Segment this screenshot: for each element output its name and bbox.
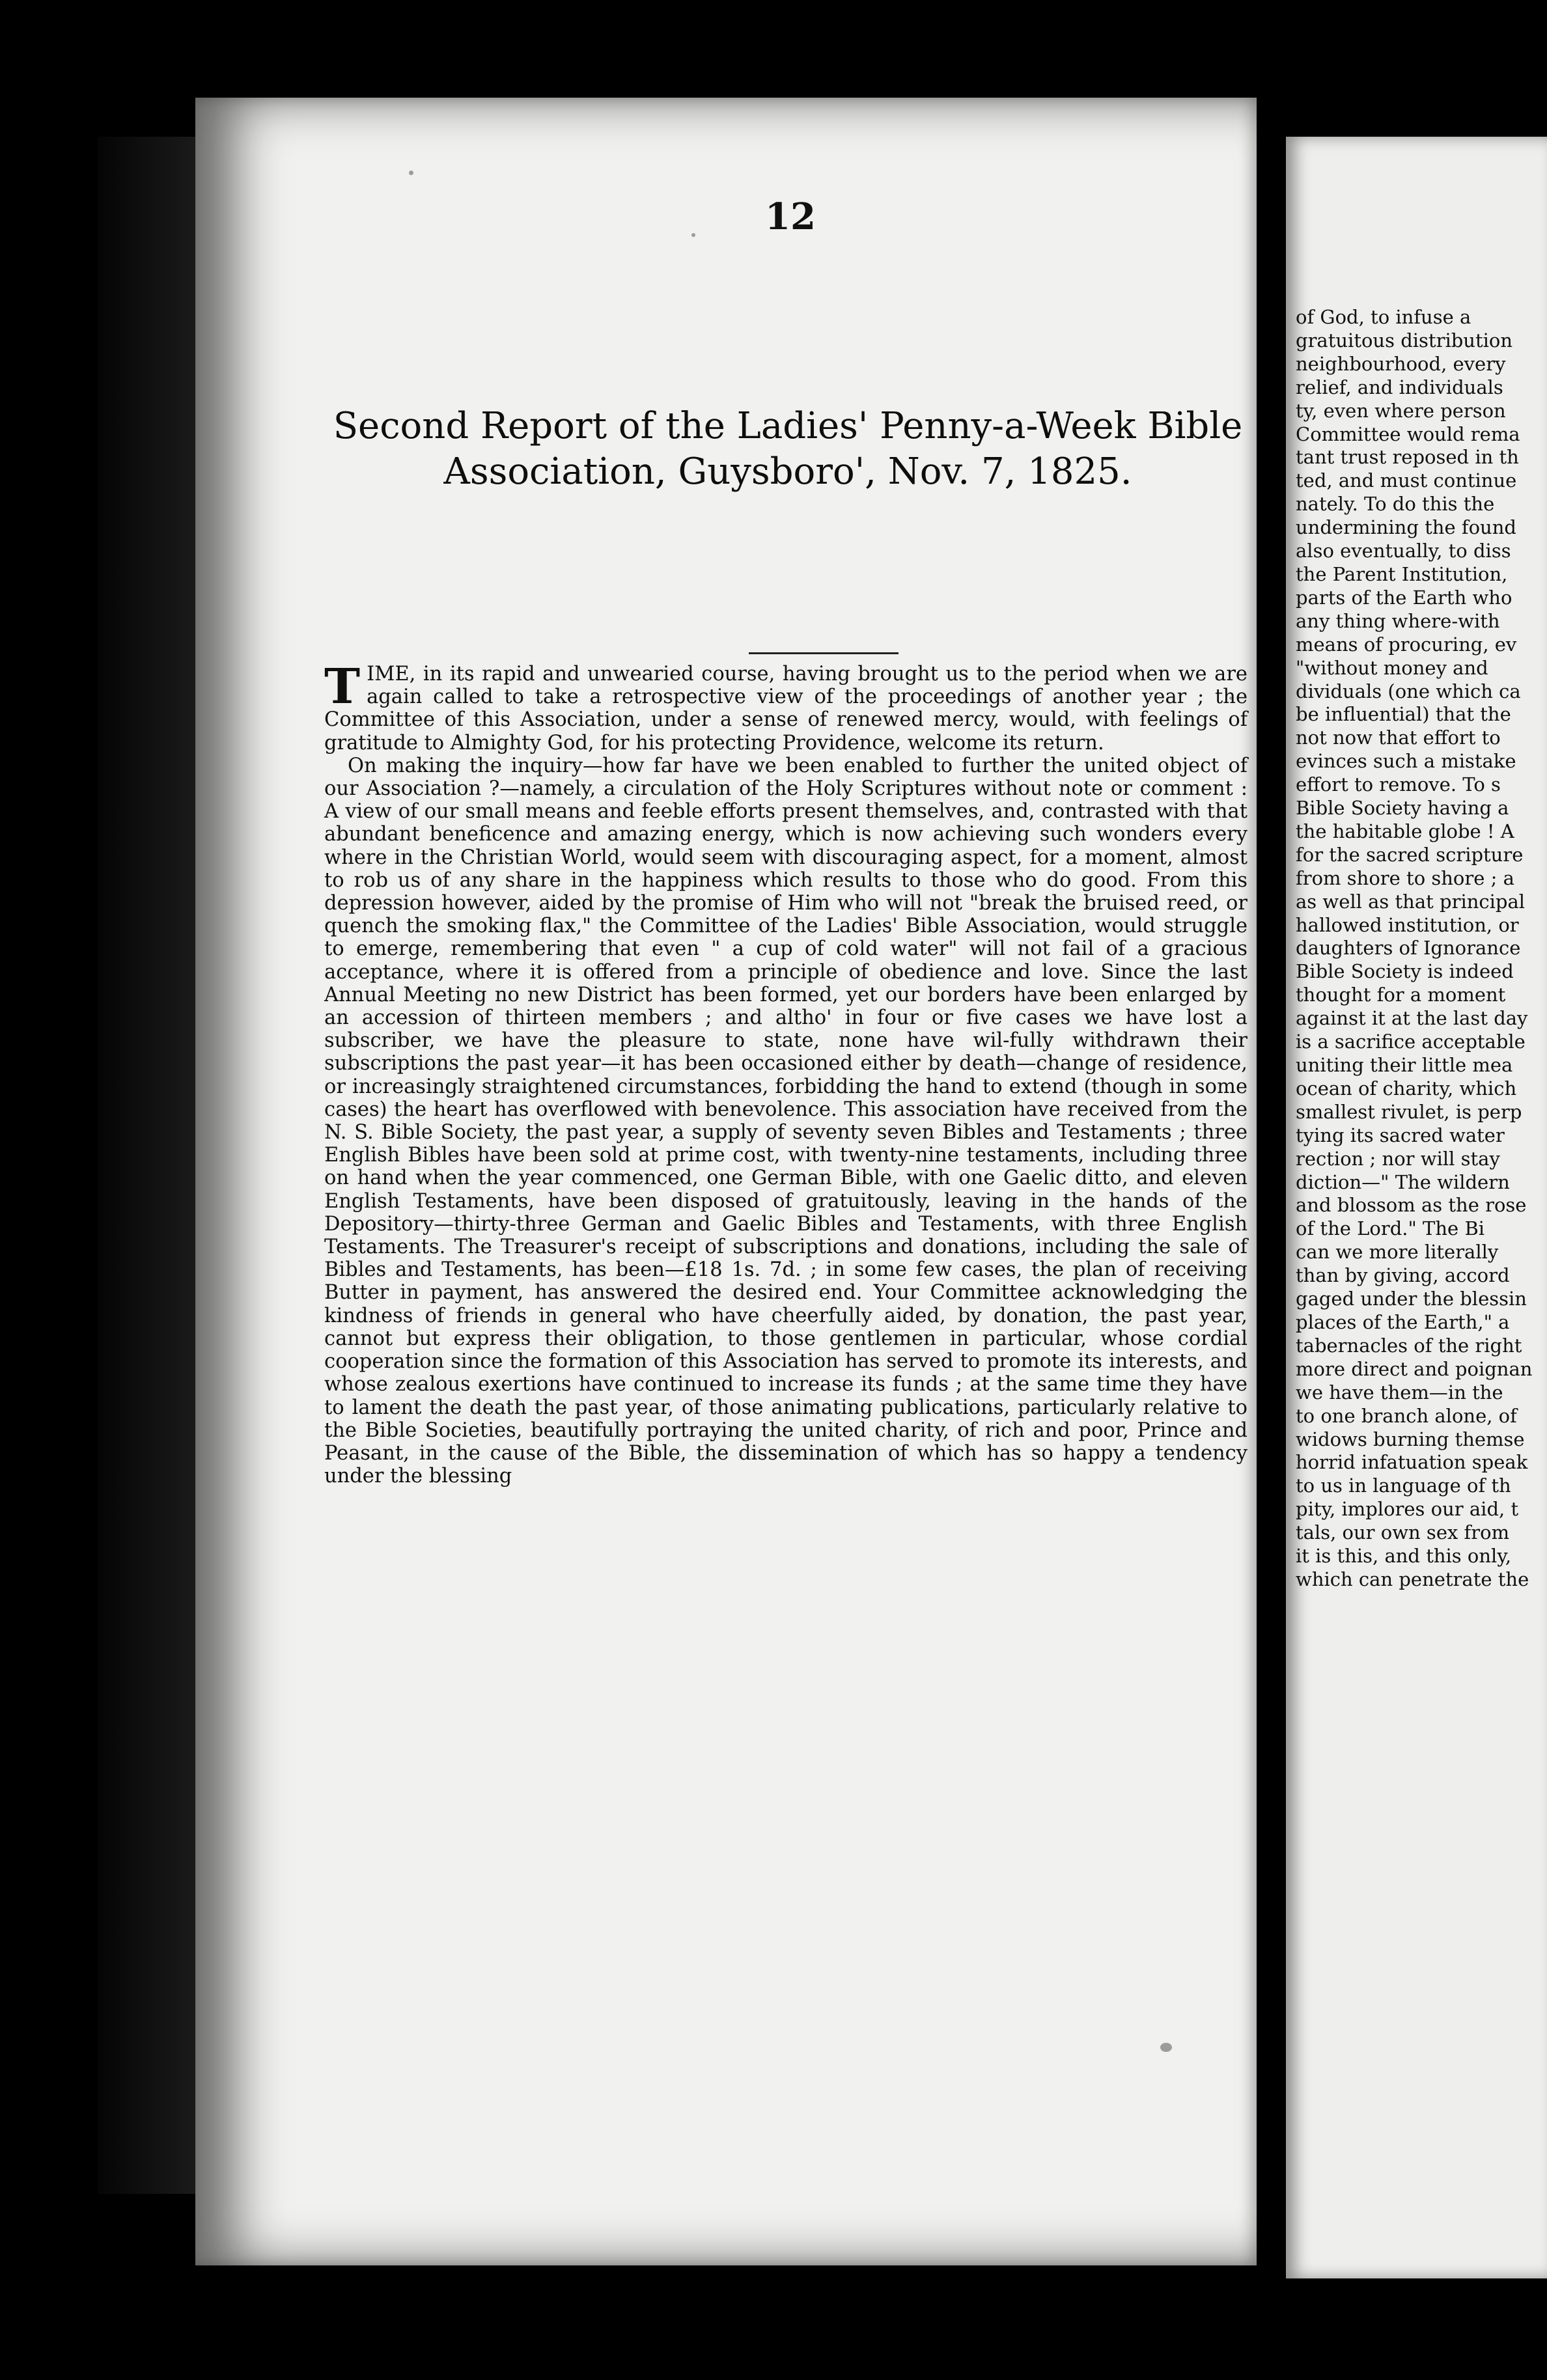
facing-page-line: undermining the found <box>1296 516 1516 539</box>
facing-page-line: be influential) that the <box>1296 703 1511 726</box>
page-number: 12 <box>765 195 816 238</box>
facing-page-line: relief, and individuals <box>1296 376 1503 398</box>
facing-page-line: thought for a moment <box>1296 984 1506 1006</box>
body-paragraph-2: On making the inquiry—how far have we been enabled to further the united object of our Association ?—namely, a circulation of the Holy Scriptures without note or comment : A view of our small means and feeble efforts present themselves, and, contrasted with that abundant beneficence and amazing energy, which is now achieving such wonders every where in the Christian World, would seem with discouraging aspect, for a moment, almost to rob us of any share in the happiness which results to those who do good. From this depression however, aided by the promise of Him who will not "break the bruised reed, or quench the smoking flax," the Committee of the Ladies' Bible Association, would struggle to emerge, remembering that even " a cup of cold water" will not fail of a gracious acceptance, where it is offered from a principle of obedience and love. Since the last Annual Meeting no new District has been formed, yet our borders have been enlarged by an accession of thirteen members ; and altho' in four or five cases we have lost a subscriber, we have the pleasure to state, none have wil-fully withdrawn their subscriptions the past year—it has been occasioned either by death—change of residence, or increasingly straightened circumstances, forbidding the hand to extend (though in some cases) the heart has overflowed with benevolence. This association have received from the N. S. Bible Society, the past year, a supply of seventy seven Bibles and Testaments ; three English Bibles have been sold at prime cost, with twenty-nine testaments, including three on hand when the year commenced, one German Bible, with one Gaelic ditto, and eleven English Testaments, have been disposed of gratuitously, leaving in the hands of the Depository—thirty-three German and Gaelic Bibles and Testaments, with three English Testaments. The Treasurer's receipt of subscriptions and donations, including the sale of Bibles and Testaments, has been—£18 1s. 7d. ; in some few cases, the plan of receiving Butter in payment, has answered the desired end. Your Committee acknowledging the kindness of friends in general who have cheerfully aided, by donation, the past year, cannot but express their obligation, to those gentlemen in particular, whose cordial cooperation since the formation of this Association has served to promote its interests, and whose zealous exertions have continued to increase its funds ; at the same time they have to lament the death the past year, of those animating publications, particularly relative to the Bible Societies, beautifully portraying the united charity, of rich and poor, Prince and Peasant, in the cause of the Bible, the dissemination of which has so happy a tendency under the blessing <box>324 754 1247 1488</box>
facing-page-line: from shore to shore ; a <box>1296 866 1514 889</box>
facing-page-line: more direct and poignan <box>1296 1357 1533 1380</box>
facing-page-line: daughters of Ignorance <box>1296 937 1521 960</box>
facing-page-line: horrid infatuation speak <box>1296 1451 1528 1474</box>
facing-page-line: Committee would rema <box>1296 422 1520 445</box>
facing-page-line: widows burning themse <box>1296 1428 1525 1450</box>
facing-page-line: places of the Earth," a <box>1296 1310 1510 1333</box>
facing-page-line: rection ; nor will stay <box>1296 1147 1500 1170</box>
body-paragraph-1-text: IME, in its rapid and unwearied course, having brought us to the period when we are again called to take a retrospective view of the proceedings of another year ; the Committee of this Association, under a sense of renewed mercy, would, with feelings of gratitude to Almighty God, for his protecting Providence, welcome its return. <box>324 663 1247 754</box>
facing-page-line: smallest rivulet, is perp <box>1296 1100 1522 1123</box>
facing-page-line: dividuals (one which ca <box>1296 680 1521 702</box>
facing-page-line: pity, implores our aid, t <box>1296 1498 1519 1521</box>
facing-page-line: means of procuring, ev <box>1296 633 1517 656</box>
facing-page-line: any thing where-with <box>1296 609 1500 632</box>
facing-page-line: it is this, and this only, <box>1296 1545 1512 1568</box>
facing-page-line: tant trust reposed in th <box>1296 446 1519 469</box>
report-title <box>326 404 1250 495</box>
facing-page-line: nately. To do this the <box>1296 493 1495 516</box>
facing-page-text <box>1296 306 1547 1592</box>
facing-page-line: as well as that principal <box>1296 890 1526 913</box>
report-title-line-1: Second Report of the Ladies' Penny-a-Week Bible <box>333 405 1243 447</box>
facing-page-line: evinces such a mistake <box>1296 750 1516 773</box>
facing-page-line: is a sacrifice acceptable <box>1296 1031 1526 1053</box>
title-divider <box>749 652 899 654</box>
facing-page-line: not now that effort to <box>1296 726 1501 749</box>
facing-page-line: ocean of charity, which <box>1296 1077 1517 1100</box>
facing-page-line: gratuitous distribution <box>1296 329 1513 352</box>
facing-page-line: to us in language of th <box>1296 1474 1511 1497</box>
facing-page-line: also eventually, to diss <box>1296 540 1511 562</box>
facing-page-line: which can penetrate the <box>1296 1568 1529 1590</box>
facing-page-line: of God, to infuse a <box>1296 306 1471 328</box>
facing-page-line: and blossom as the rose <box>1296 1194 1527 1217</box>
report-body <box>324 659 1247 1488</box>
facing-page-line: we have them—in the <box>1296 1381 1503 1404</box>
ink-speck <box>691 233 695 237</box>
facing-page-line: uniting their little mea <box>1296 1054 1513 1076</box>
ink-speck <box>1160 2043 1172 2052</box>
facing-page-line: the habitable globe ! A <box>1296 820 1514 842</box>
facing-page-line: ted, and must continue <box>1296 469 1517 492</box>
facing-page-line: gaged under the blessin <box>1296 1288 1527 1310</box>
facing-page-line: tals, our own sex from <box>1296 1521 1510 1544</box>
facing-page-line: diction—" The wildern <box>1296 1170 1510 1193</box>
facing-page-line: Bible Society having a <box>1296 797 1509 820</box>
facing-page-line: Bible Society is indeed <box>1296 960 1514 983</box>
facing-page-line: can we more literally <box>1296 1241 1499 1264</box>
facing-page-line: against it at the last day <box>1296 1007 1528 1030</box>
facing-page-line: tabernacles of the right <box>1296 1334 1522 1357</box>
facing-page-line: for the sacred scripture <box>1296 843 1524 866</box>
facing-page-line: effort to remove. To s <box>1296 773 1501 796</box>
drop-cap: T <box>324 659 361 715</box>
facing-page-line: of the Lord." The Bi <box>1296 1217 1485 1240</box>
facing-page-line: parts of the Earth who <box>1296 586 1512 609</box>
facing-page-line: neighbourhood, every <box>1296 352 1506 375</box>
facing-page-line: than by giving, accord <box>1296 1264 1510 1287</box>
facing-page-line: to one branch alone, of <box>1296 1404 1517 1427</box>
ink-speck <box>409 171 413 175</box>
body-paragraph-1 <box>324 659 1247 754</box>
facing-page-line: the Parent Institution, <box>1296 562 1508 585</box>
facing-page-line: ty, even where person <box>1296 399 1506 422</box>
facing-page-line: hallowed institution, or <box>1296 913 1519 936</box>
facing-page-line: tying its sacred water <box>1296 1124 1505 1146</box>
report-title-line-2: Association, Guysboro', Nov. 7, 1825. <box>443 450 1132 493</box>
facing-page-line: "without money and <box>1296 656 1488 679</box>
